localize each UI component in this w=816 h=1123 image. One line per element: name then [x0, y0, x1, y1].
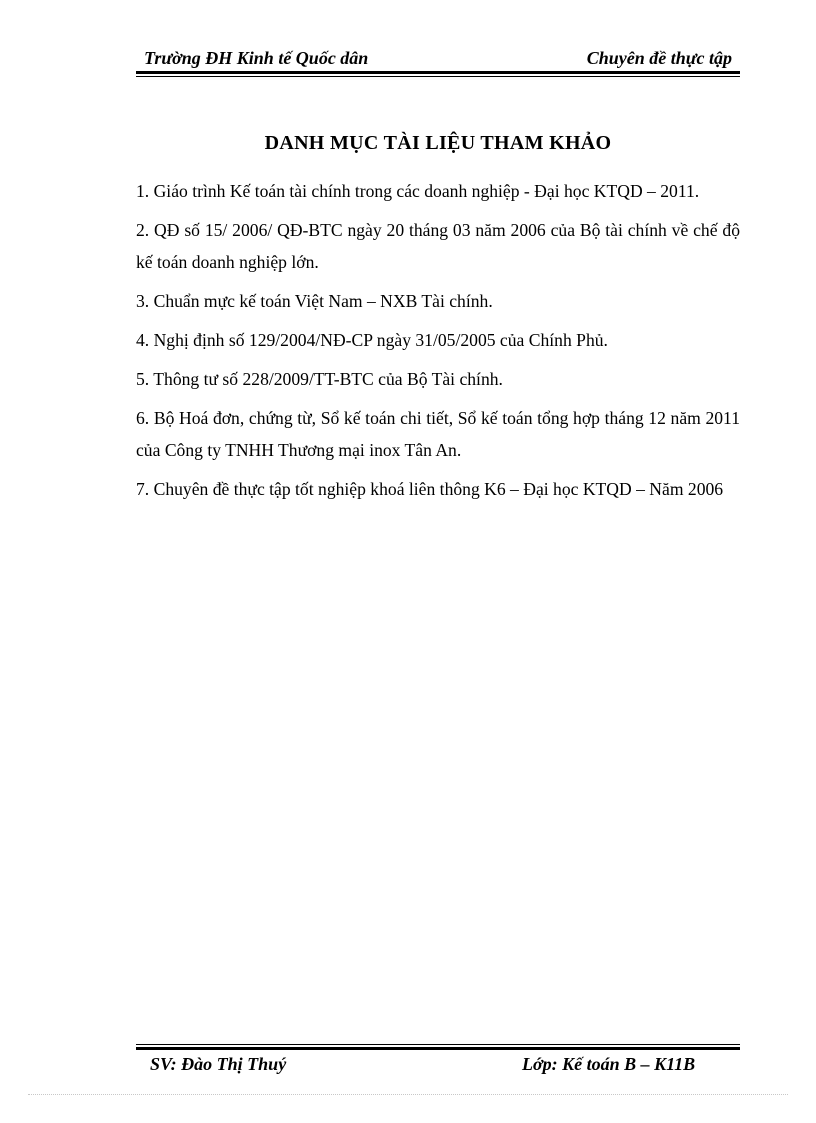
reference-item: 1. Giáo trình Kế toán tài chính trong các doanh nghiệp - Đại học KTQD – 2011. [136, 181, 700, 201]
reference-item: 7. Chuyên đề thực tập tốt nghiệp khoá liên thông K6 – Đại học KTQD – Năm 2006 [136, 479, 724, 499]
footer-student: SV: Đào Thị Thuý [150, 1054, 287, 1074]
footer-class: Lớp: Kế toán B – K11B [522, 1054, 696, 1074]
footer-rule-thick [136, 1047, 740, 1050]
reference-item: 5. Thông tư số 228/2009/TT-BTC của Bộ Tài chính. [136, 369, 503, 389]
reference-item: 4. Nghị định số 129/2004/NĐ-CP ngày 31/05/2005 của Chính Phủ. [136, 330, 608, 350]
header-university: Trường ĐH Kinh tế Quốc dân [144, 48, 369, 68]
reference-item: 3. Chuẩn mực kế toán Việt Nam – NXB Tài chính. [136, 291, 493, 311]
header-rule-thin [136, 76, 740, 77]
header-report-type: Chuyên đề thực tập [586, 48, 732, 68]
reference-item: 2. QĐ số 15/ 2006/ QĐ-BTC ngày 20 tháng 03 năm 2006 của Bộ tài chính về chế độ kế toán doanh nghiệp lớn. [136, 220, 740, 272]
footer-rule-thin [136, 1044, 740, 1045]
page-header [136, 48, 740, 69]
reference-list [136, 175, 740, 512]
page-title: DANH MỤC TÀI LIỆU THAM KHẢO [264, 132, 612, 154]
reference-item: 6. Bộ Hoá đơn, chứng từ, Sổ kế toán chi tiết, Sổ kế toán tổng hợp tháng 12 năm 2011 của Công ty TNHH Thương mại inox Tân An. [136, 408, 740, 460]
page-bottom-edge [28, 1094, 788, 1095]
header-rule-thick [136, 71, 740, 74]
